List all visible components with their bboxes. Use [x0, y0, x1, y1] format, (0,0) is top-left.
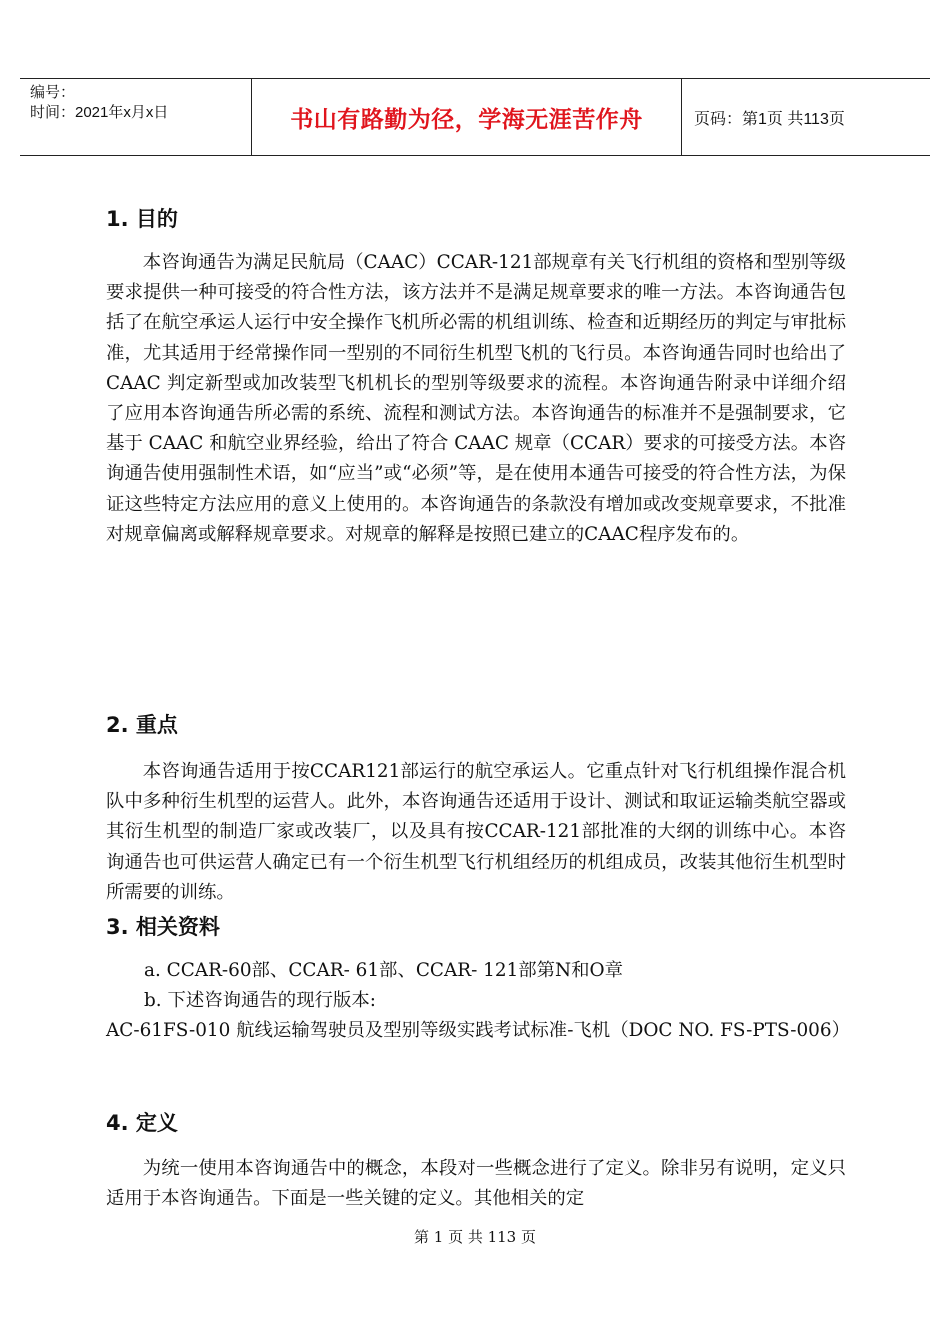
header-motto-cell	[252, 79, 682, 155]
section-body-focus: 本咨询通告适用于按CCAR121部运行的航空承运人。它重点针对飞行机组操作混合机队中多种衍生机型的运营人。此外，本咨询通告还适用于设计、测试和取证运输类航空器或其衍生机型的制造厂家或改装厂，以及具有按CCAR-121部批准的大纲的训练中心。本咨询通告也可供运营人确定已有一个衍生机型飞行机组经历的机组成员，改装其他衍生机型时所需要的训练。	[106, 761, 846, 903]
section-heading-references: 3. 相关资料	[106, 915, 220, 939]
page-header	[20, 78, 930, 156]
header-page-cell	[682, 79, 930, 155]
page-info: 页码：第1页 共113页	[694, 110, 845, 128]
section-body-purpose: 本咨询通告为满足民航局（CAAC）CCAR-121部规章有关飞行机组的资格和型别等级要求提供一种可接受的符合性方法，该方法并不是满足规章要求的唯一方法。本咨询通告包括了在航空承运人运行中安全操作飞机所必需的机组训练、检查和近期经历的判定与审批标准，尤其适用于经常操作同一型别的不同衍生机型飞机的飞行员。本咨询通告同时也给出了 CAAC 判定新型或加改装型飞机机长的型别等级要求的流程。本咨询通告附录中详细介绍了应用本咨询通告所必需的系统、流程和测试方法。本咨询通告的标准并不是强制要求，它基于 CAAC 和航空业界经验，给出了符合 CAAC 规章（CCAR）要求的可接受方法。本咨询通告使用强制性术语，如“应当”或“必须”等，是在使用本通告可接受的符合性方法，为保证这些特定方法应用的意义上使用的。本咨询通告的条款没有增加或改变规章要求，不批准对规章偏离或解释规章要求。对规章的解释是按照已建立的CAAC程序发布的。	[106, 252, 846, 545]
time-label: 时间：2021年x月x日	[30, 104, 169, 121]
reference-item: b. 下述咨询通告的现行版本:	[144, 990, 376, 1012]
section-body-definitions: 为统一使用本咨询通告中的概念，本段对一些概念进行了定义。除非另有说明，定义只适用于本咨询通告。下面是一些关键的定义。其他相关的定	[106, 1158, 846, 1210]
reference-item: AC-61FS-010 航线运输驾驶员及型别等级实践考试标准-飞机（DOC NO. FS-PTS-006）	[106, 1020, 850, 1042]
section-heading-purpose: 1. 目的	[106, 207, 178, 231]
page-footer: 第 1 页 共 113 页	[413, 1228, 536, 1246]
reference-list	[106, 956, 850, 1047]
section-heading-definitions: 4. 定义	[106, 1111, 178, 1135]
section-heading-focus: 2. 重点	[106, 713, 178, 737]
reference-item: a. CCAR-60部、CCAR- 61部、CCAR- 121部第N和O章	[144, 960, 624, 981]
header-meta-cell	[20, 79, 252, 155]
serial-label: 编号：	[30, 84, 76, 101]
motto-text: 书山有路勤为径，学海无涯苦作舟	[290, 106, 643, 133]
